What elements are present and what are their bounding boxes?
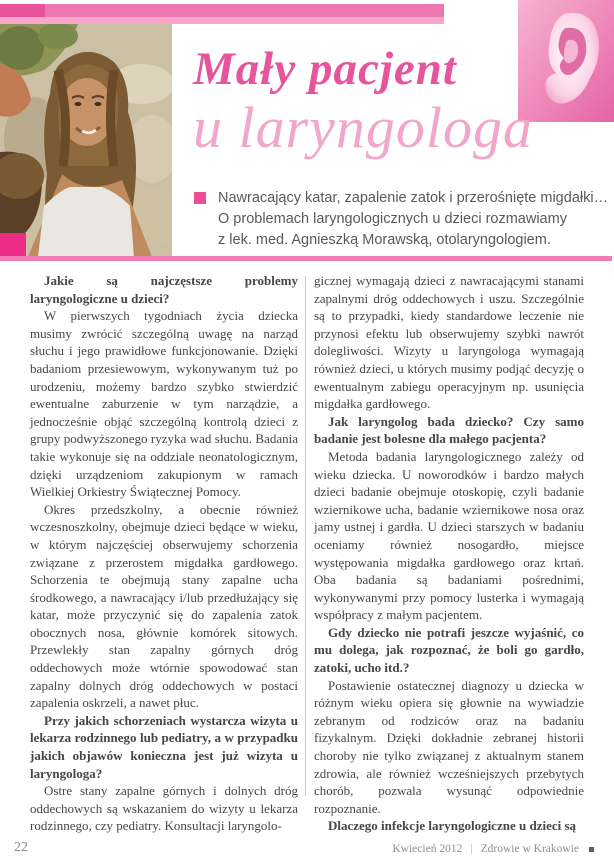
header-pink-rule — [0, 256, 612, 261]
lead-block — [194, 188, 609, 251]
column-divider — [305, 276, 306, 796]
body-paragraph: Okres przedszkolny, a obecnie również wczesnoszkolny, obejmuje dzieci będące w wieku, w którym najczęściej obserwujemy schorzenia związane z przerostem migdałka gardłowego. Schorzenia te obejmują stany zapalne ucha środkowego, a nawracający i/lub przedłużający się katar, może przyczynić się do zapalenia zatok obocznych nosa, głównie komórek sitowych. Przewlekły stan zapalny górnych dróg oddechowych może wtórnie spowodować stan zapalny dolnych dróg oddechowych w postaci zapalenia oskrzeli, a nawet płuc. — [30, 501, 298, 711]
lead-bullet-square — [194, 192, 206, 204]
lead-line-1: Nawracający katar, zapalenie zatok i przerośnięte migdałki… — [218, 190, 609, 206]
question-heading: Jakie są najczęstsze problemy laryngologiczne u dzieci? — [30, 273, 298, 306]
top-pink-bar-cap — [0, 4, 45, 17]
body-paragraph: gicznej wymagają dzieci z nawracającymi stanami zapalnymi dróg oddechowych i uszu. Szczególnie są to przypadki, kiedy standardowe leczenie nie przynosi efektu lub obserwujemy szybki nawrót dolegliwości. Wizyty u laryngologa wymagają również dzieci, u których musimy podjąć decyzję o ewentualnym zabiegu operacyjnym np. usunięcia migdałka gardłowego. — [314, 273, 584, 412]
article-column-left — [30, 272, 298, 835]
footer-square-icon — [589, 847, 594, 852]
question-heading: Przy jakich schorzeniach wystarcza wizyta u lekarza rodzinnego lub pediatry, a w przypadku jakich objawów konieczna jest już wizyta u laryngologa? — [30, 712, 298, 781]
top-light-pink-strip — [0, 17, 444, 24]
body-paragraph: W pierwszych tygodniach życia dziecka musimy zwrócić szczególną uwagę na narząd słuchu i jego prawidłowe funkcjonowanie. Dzięki badaniom przesiewowym, wykonywanym tuż po urodzeniu, możemy bardzo szybko stwierdzić ewentualne zaburzenie w tym narządzie, a jednocześnie objąć szczególną kontrolą dzieci z grupy podwyższonego ryzyka wad słuchu. Badania takie wykonuje się na oddziale neonatologicznym, dzięki urządzeniom zakupionym w ramach Wielkiej Orkiestry Świątecznej Pomocy. — [30, 308, 298, 500]
footer-magazine: Zdrowie w Krakowie — [480, 843, 579, 855]
question-heading: Jak laryngolog bada dziecko? Czy samo badanie jest bolesne dla małego pacjenta? — [314, 413, 584, 447]
question-heading: Gdy dziecko nie potrafi jeszcze wyjaśnić, co mu dolega, jak rozpoznać, że boli go gardło, zatoki, ucho itd.? — [314, 624, 584, 676]
interviewee-portrait-photo — [0, 24, 172, 257]
lead-line-3: z lek. med. Agnieszką Morawską, otolaryngologiem. — [218, 232, 551, 248]
page-number: 22 — [14, 840, 28, 855]
magenta-corner-square — [0, 233, 26, 257]
top-pink-bar — [0, 4, 444, 17]
body-paragraph: Ostre stany zapalne górnych i dolnych dróg oddechowych są wskazaniem do wizyty u lekarza rodzinnego, czy pediatry. Konsultacji laryngolo- — [30, 783, 298, 834]
article-column-right — [314, 272, 584, 835]
footer-separator: | — [470, 843, 473, 855]
lead-text — [218, 188, 609, 251]
body-paragraph: Postawienie ostatecznej diagnozy u dziecka w różnym wieku opiera się głownie na wywiadzie zebranym od rodziców oraz na badaniu fizykalnym. Dzięki dokładnie zebranej historii choroby nie tylko związanej z aktualnym stanem zdrowia, ale również wcześniejszych przebytych chorób, pozwala wysunąć odpowiednie rozpoznanie. — [314, 677, 584, 816]
article-title-line1: Mały pacjent — [193, 43, 457, 95]
question-heading: Dlaczego infekcje laryngologiczne u dzieci są — [328, 818, 577, 834]
body-paragraph: Metoda badania laryngologicznego zależy od wieku dziecka. U noworodków i bardzo małych dzieci badanie obejmuje otoskopię, czyli badanie wziernikowe ucha, badanie wziernikowe nosa oraz jamy ustnej i gardła. U dzieci starszych w badaniu oceniamy również nosogardło, miejsce występowania migdałka gardłowego oraz krtań. Oba badania są badaniami pośrednimi, wykonywanymi przy pomocy lusterka i wymagają współpracy z małym pacjentem. — [314, 448, 584, 623]
lead-line-2: O problemach laryngologicznych u dzieci rozmawiamy — [218, 211, 567, 227]
footer-issue: Kwiecień 2012 — [392, 843, 463, 855]
article-title-line2: u laryngologa — [193, 95, 534, 160]
footer-right — [392, 843, 594, 855]
